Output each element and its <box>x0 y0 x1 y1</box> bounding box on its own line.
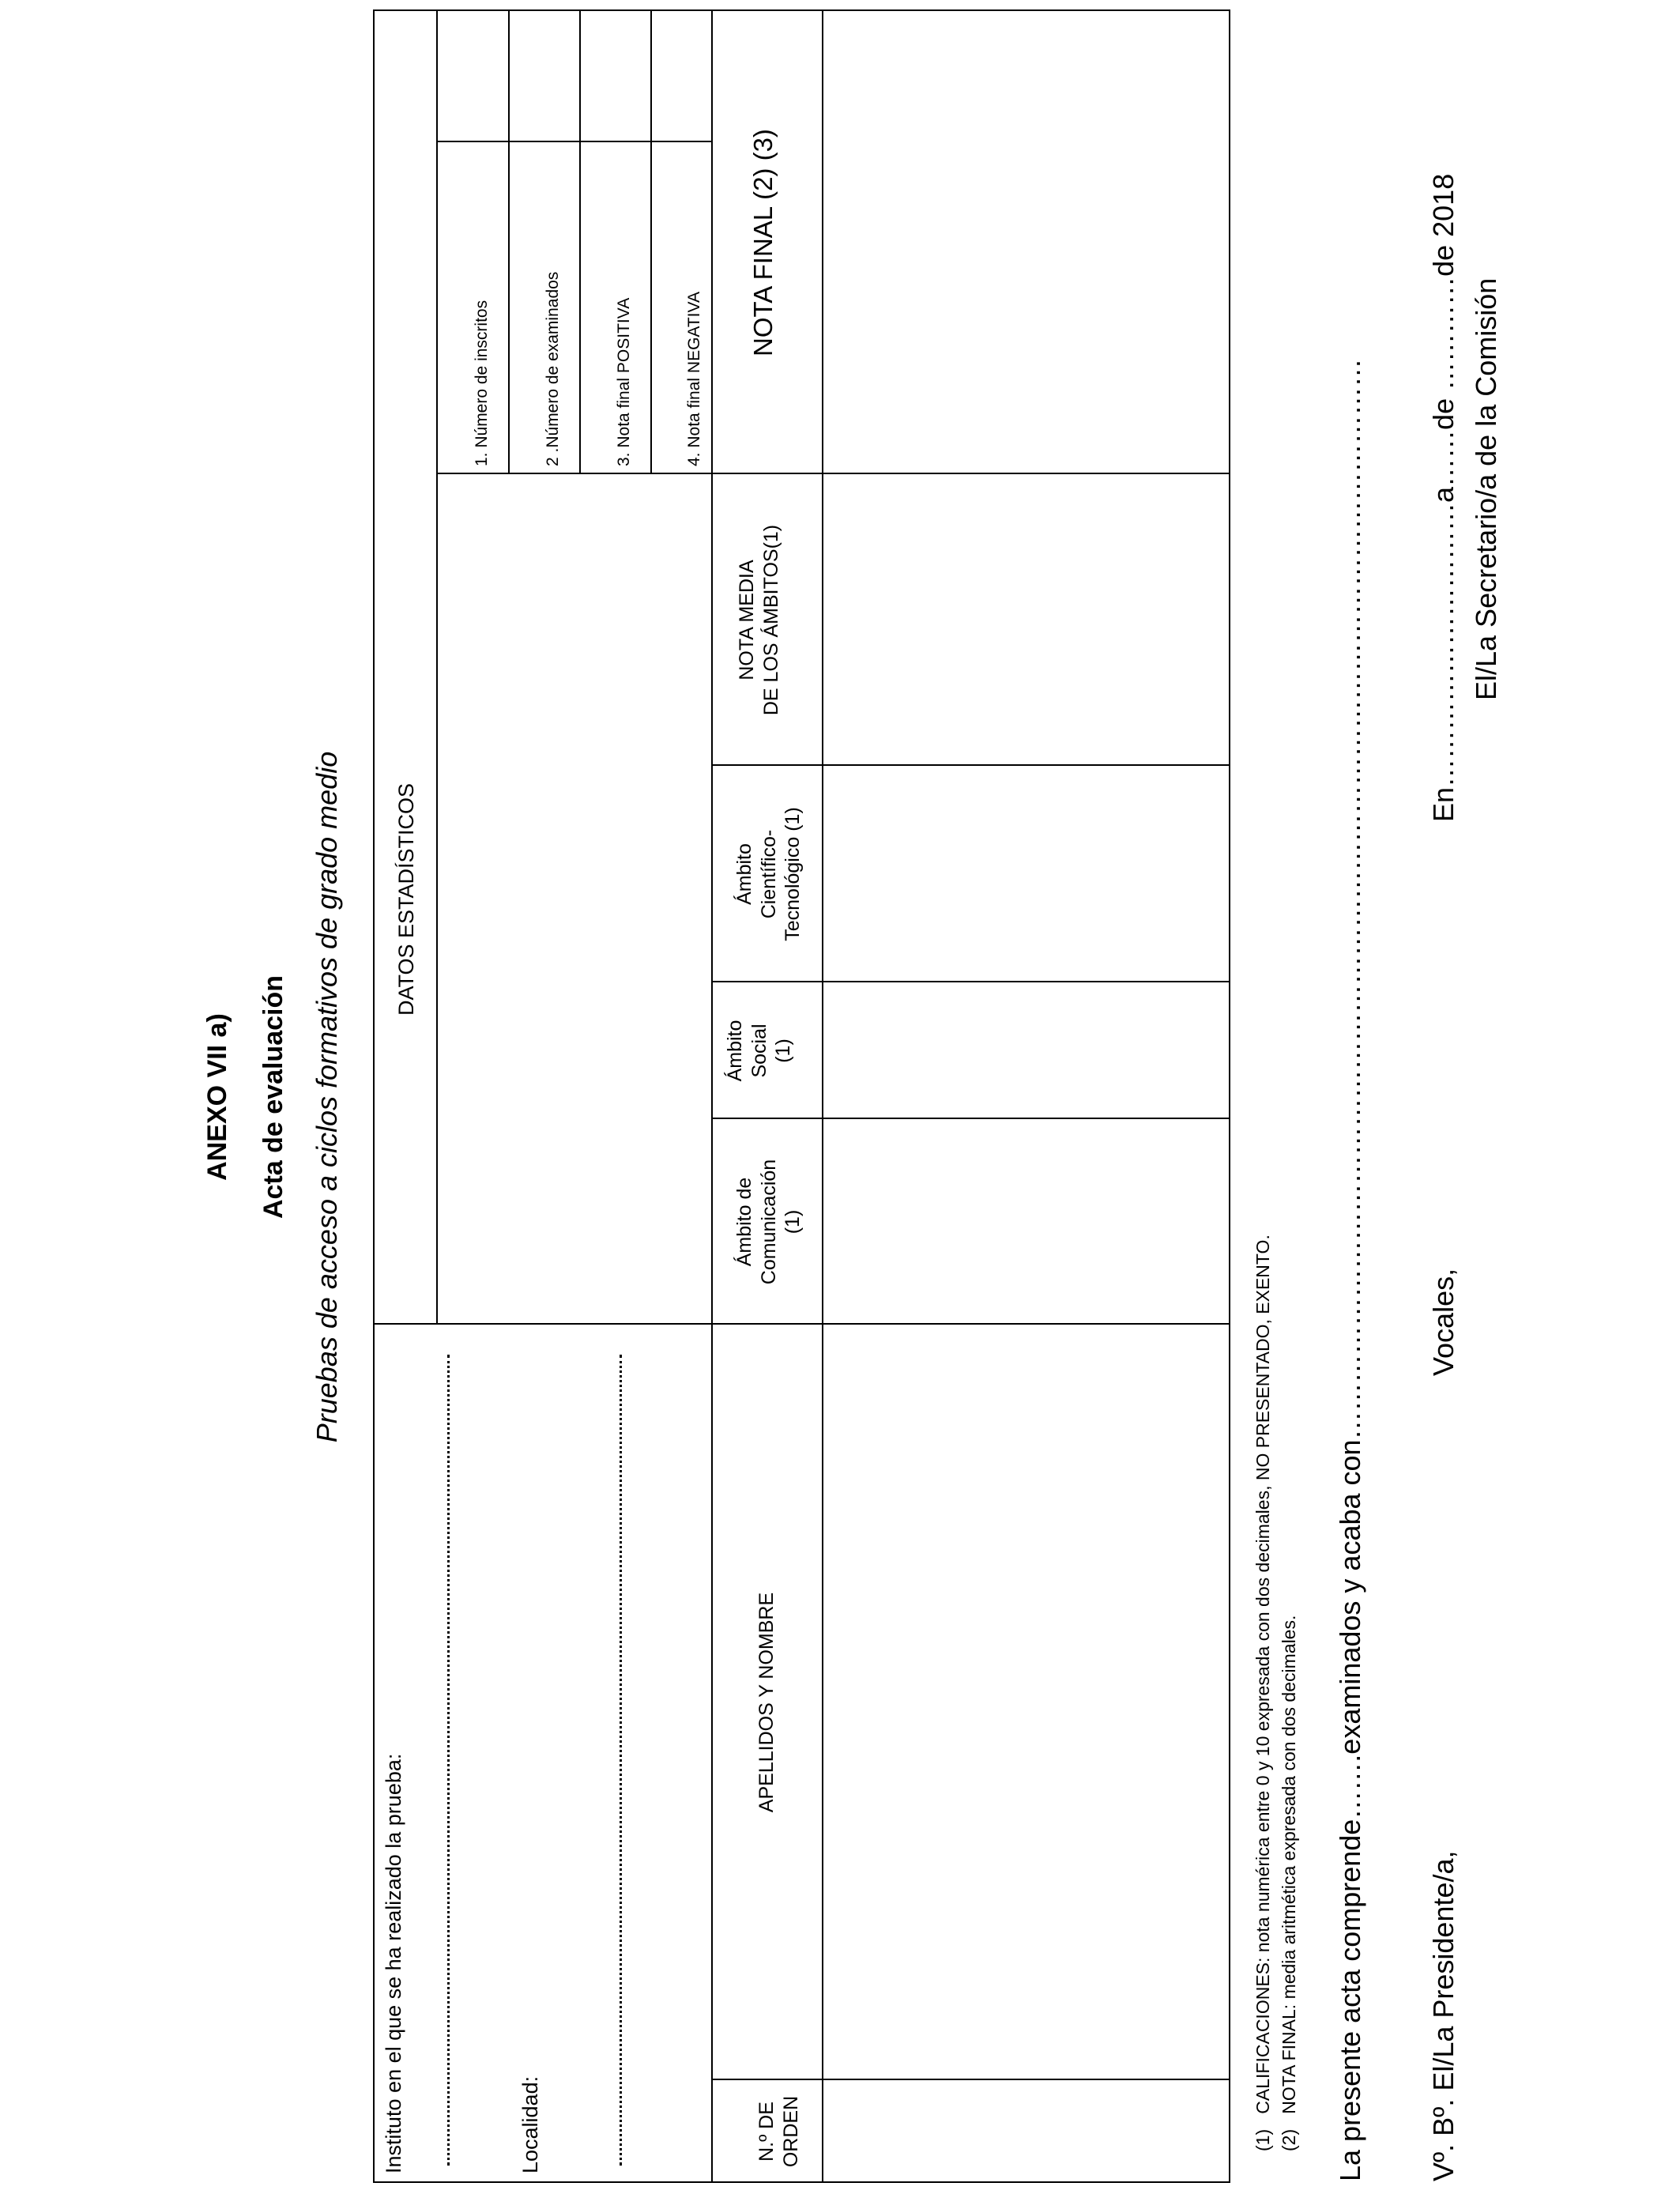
col-header-social: Ámbito Social (1) <box>724 1020 794 1082</box>
stats-values-end <box>436 141 713 142</box>
col-header-comm: Ámbito de Comunicación (1) <box>733 1159 804 1285</box>
footnote-1: (1) CALIFICACIONES: nota numérica entre 0 y 10 expresada con dos decimales, NO PRESENTADO, EXENTO. <box>1252 1235 1273 2151</box>
stats-row-line-3 <box>650 11 652 474</box>
stats-values-divider <box>436 473 713 474</box>
stats-row-line-1 <box>508 11 510 474</box>
stats-item-negative: 4. Nota final NEGATIVA <box>685 292 703 466</box>
president-signature-label: Vº. Bº. El/La Presidente/a, <box>1427 1850 1460 2181</box>
school-stats-divider <box>373 1323 713 1325</box>
members-signature-label: Vocales, <box>1427 1268 1460 1376</box>
col-divider-mean <box>711 473 1230 474</box>
table-border-right <box>373 9 1230 11</box>
document-title: Acta de evaluación <box>258 975 288 1220</box>
closing-summary: La presente acta comprende…….examinados y acaba con…………………………………………………………………………………………………… <box>1334 358 1366 2181</box>
school-name-dotted-line <box>447 1355 450 2166</box>
locality-dotted-line <box>620 1355 622 2166</box>
stats-heading-line <box>436 9 438 1325</box>
table-border-top <box>373 9 375 2183</box>
stats-row-line-2 <box>579 11 581 474</box>
annex-title: ANEXO VII a) <box>202 1013 232 1181</box>
stats-item-examined: 2 .Número de examinados <box>544 271 562 466</box>
col-header-names: APELLIDOS Y NOMBRE <box>755 1592 778 1813</box>
document-subtitle: Pruebas de acceso a ciclos formativos de grado medio <box>311 751 343 1443</box>
header-body-separator <box>711 9 713 2183</box>
stats-item-positive: 3. Nota final POSITIVA <box>615 297 633 466</box>
col-header-final: NOTA FINAL (2) (3) <box>748 129 778 356</box>
column-header-separator <box>822 9 823 2183</box>
secretary-signature-label: El/La Secretario/a de la Comisión <box>1470 277 1502 700</box>
col-header-mean: NOTA MEDIA DE LOS ÁMBITOS(1) <box>736 524 782 716</box>
col-header-order: N.º DE ORDEN <box>755 2095 802 2168</box>
footnote-2: (2) NOTA FINAL: media aritmética expresada con dos decimales. <box>1279 1615 1299 2151</box>
stats-heading: DATOS ESTADÍSTICOS <box>394 782 418 1016</box>
col-header-sci: Ámbito Científico- Tecnológico (1) <box>733 807 804 941</box>
stats-item-registered: 1. Número de inscritos <box>473 300 491 466</box>
locality-label: Localidad: <box>518 2075 542 2173</box>
table-border-bottom <box>1229 9 1230 2183</box>
place-date-line: En…………………………a……de …………de 2018 <box>1427 173 1460 822</box>
school-label: Instituto en el que se ha realizado la prueba: <box>382 1753 405 2173</box>
